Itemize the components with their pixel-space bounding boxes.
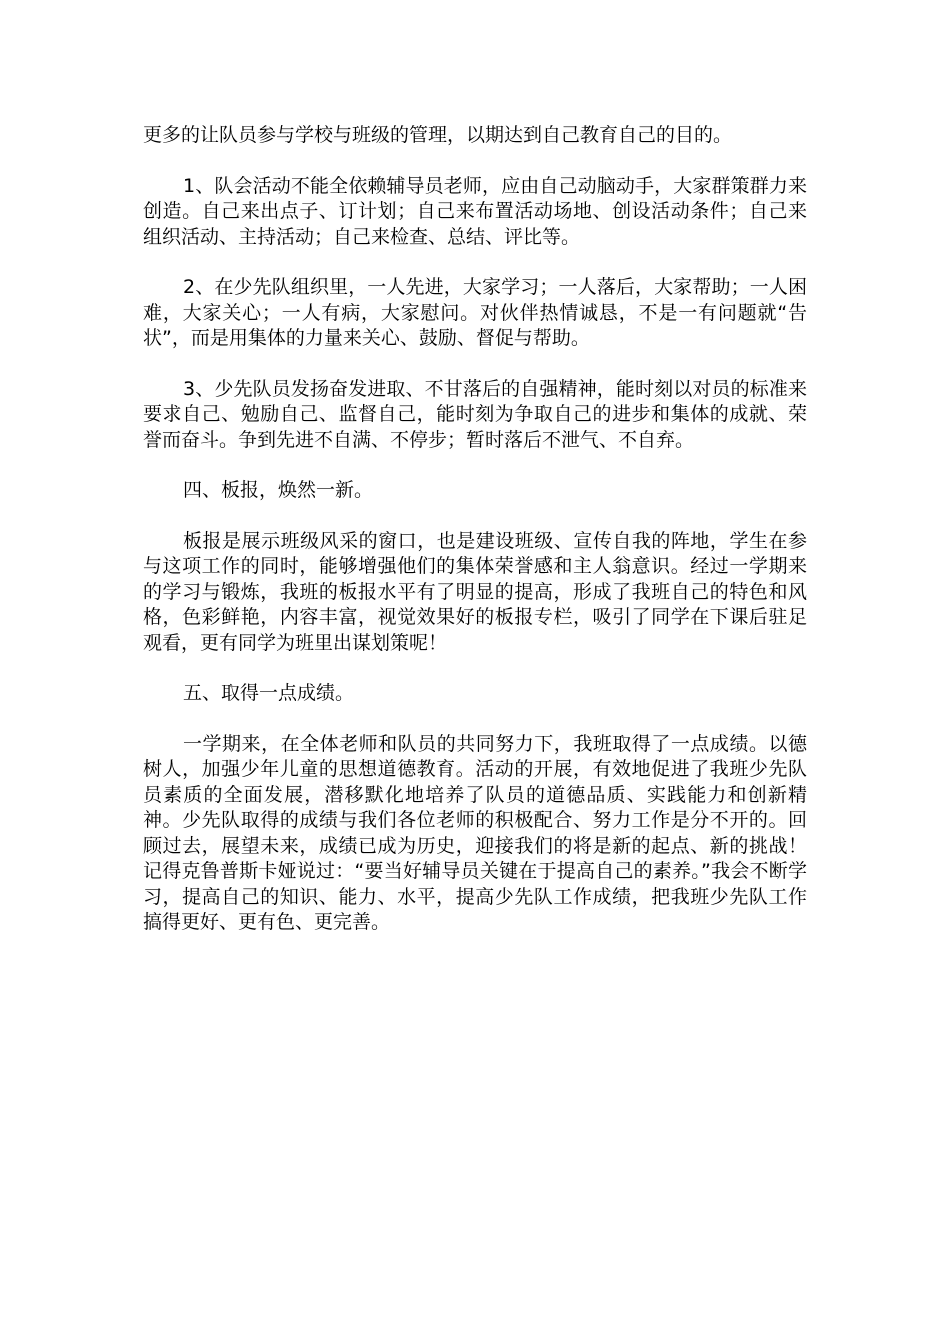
paragraph-continuation: 更多的让队员参与学校与班级的管理，以期达到自己教育自己的目的。 xyxy=(143,124,733,146)
paragraph-blackboard: 板报是展示班级风采的窗口，也是建设班级、宣传自我的阵地，学生在参与这项工作的同时，能够增强他们的集体荣誉感和主人翁意识。经过一学期来的学习与锻炼，我班的板报水平有了明显的提高，形成了我班自己的特色和风格，色彩鲜艳，内容丰富，视觉效果好的板报专栏，吸引了同学在下课后驻足观看，更有同学为班里出谋划策呢！ xyxy=(143,529,807,654)
paragraph-item-3: 3、少先队员发扬奋发进取、不甘落后的自强精神，能时刻以对员的标准来要求自己、勉励自己、监督自己，能时刻为争取自己的进步和集体的成就、荣誉而奋斗。争到先进不自满、不停步；暂时落后不泄气、不自弃。 xyxy=(143,377,807,451)
paragraph-item-2: 2、在少先队组织里，一人先进，大家学习；一人落后，大家帮助；一人困难，大家关心；一人有病，大家慰问。对伙伴热情诚恳，不是一有问题就“告状”，而是用集体的力量来关心、鼓励、督促与帮助。 xyxy=(143,276,807,349)
paragraph-achievements: 一学期来，在全体老师和队员的共同努力下，我班取得了一点成绩。以德树人，加强少年儿童的思想道德教育。活动的开展，有效地促进了我班少先队员素质的全面发展，潜移默化地培养了队员的道德品质、实践能力和创新精神。少先队取得的成绩与我们各位老师的积极配合、努力工作是分不开的。回顾过去，展望未来，成绩已成为历史，迎接我们的将是新的起点、新的挑战！记得克鲁普斯卡娅说过：“要当好辅导员关键在于提高自己的素养。”我会不断学习，提高自己的知识、能力、水平，提高少先队工作成绩，把我班少先队工作搞得更好、更有色、更完善。 xyxy=(143,732,807,933)
document-page xyxy=(143,123,807,936)
section-heading-4: 四、板报，焕然一新。 xyxy=(183,479,374,501)
paragraph-item-1: 1、队会活动不能全依赖辅导员老师，应由自己动脑动手，大家群策群力来创造。自己来出点子、订计划；自己来布置活动场地、创设活动条件；自己来组织活动、主持活动；自己来检查、总结、评比等。 xyxy=(143,174,807,248)
section-heading-5: 五、取得一点成绩。 xyxy=(183,682,355,704)
